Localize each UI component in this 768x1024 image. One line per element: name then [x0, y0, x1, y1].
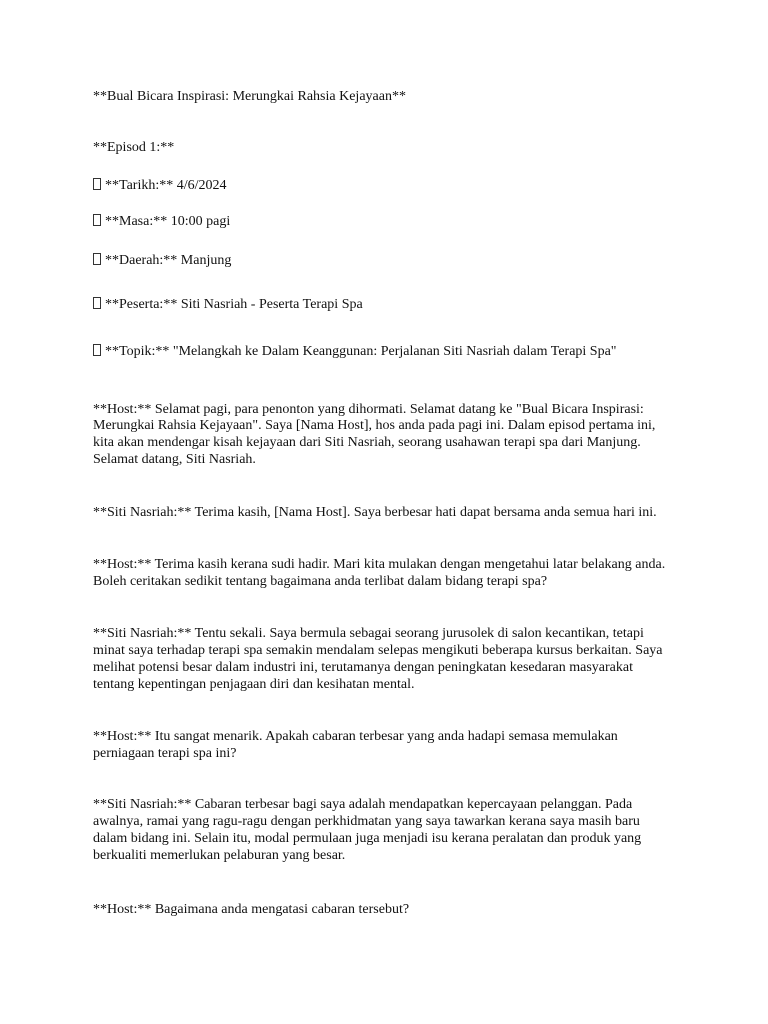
- meta-guest-text: **Peserta:** Siti Nasriah - Peserta Terapi Spa: [105, 297, 363, 312]
- dialogue-host-1-line-4: Selamat datang, Siti Nasriah.: [93, 452, 256, 467]
- dialogue-guest-1-line-1: **Siti Nasriah:** Terima kasih, [Nama Host]. Saya berbesar hati dapat bersama anda semua hari ini.: [93, 505, 657, 520]
- missing-glyph-icon: [93, 344, 101, 356]
- missing-glyph-icon: [93, 214, 101, 226]
- meta-time: [93, 214, 683, 230]
- meta-area: [93, 253, 683, 269]
- meta-time-text: **Masa:** 10:00 pagi: [105, 214, 231, 229]
- dialogue-host-1-line-3: kita akan mendengar kisah kejayaan dari Siti Nasriah, seorang usahawan terapi spa dari Manjung.: [93, 435, 641, 450]
- dialogue-host-2-line-1: **Host:** Terima kasih kerana sudi hadir. Mari kita mulakan dengan mengetahui latar belakang anda.: [93, 557, 666, 572]
- dialogue-guest-2-line-4: tentang kepentingan penjagaan diri dan kesihatan mental.: [93, 677, 415, 692]
- meta-date-text: **Tarikh:** 4/6/2024: [105, 178, 227, 193]
- dialogue-host-3-line-2: perniagaan terapi spa ini?: [93, 746, 237, 761]
- meta-area-text: **Daerah:** Manjung: [105, 253, 232, 268]
- meta-topic: [93, 344, 683, 360]
- dialogue-host-2-line-2: Boleh ceritakan sedikit tentang bagaimana anda terlibat dalam bidang terapi spa?: [93, 574, 548, 589]
- dialogue-guest-2-line-1: **Siti Nasriah:** Tentu sekali. Saya bermula sebagai seorang jurusolek di salon kecantikan, tetapi: [93, 626, 644, 641]
- dialogue-guest-3-line-1: **Siti Nasriah:** Cabaran terbesar bagi saya adalah mendapatkan kepercayaan pelanggan. Pada: [93, 797, 633, 812]
- dialogue-host-4-line-1: **Host:** Bagaimana anda mengatasi cabaran tersebut?: [93, 902, 410, 917]
- missing-glyph-icon: [93, 253, 101, 265]
- missing-glyph-icon: [93, 297, 101, 309]
- missing-glyph-icon: [93, 178, 101, 190]
- dialogue-guest-2-line-3: melihat potensi besar dalam industri ini, terutamanya dengan peningkatan kesedaran masyarakat: [93, 660, 633, 675]
- dialogue-guest-3-line-2: awalnya, ramai yang ragu-ragu dengan perkhidmatan yang saya tawarkan kerana saya masih baru: [93, 814, 640, 829]
- episode-heading: **Episod 1:**: [93, 140, 175, 155]
- document-title: **Bual Bicara Inspirasi: Merungkai Rahsia Kejayaan**: [93, 89, 406, 104]
- dialogue-guest-3-line-3: dalam bidang ini. Selain itu, modal permulaan juga menjadi isu kerana peralatan dan produk yang: [93, 831, 642, 846]
- dialogue-guest-2-line-2: minat saya terhadap terapi spa semakin mendalam selepas mengikuti beberapa kursus berkaitan. Saya: [93, 643, 663, 658]
- meta-topic-text: **Topik:** "Melangkah ke Dalam Keanggunan: Perjalanan Siti Nasriah dalam Terapi Spa": [105, 344, 617, 359]
- dialogue-host-1-line-2: Merungkai Rahsia Kejayaan". Saya [Nama Host], hos anda pada pagi ini. Dalam episod pertama ini,: [93, 418, 656, 433]
- meta-guest: [93, 297, 683, 313]
- dialogue-host-3-line-1: **Host:** Itu sangat menarik. Apakah cabaran terbesar yang anda hadapi semasa memulakan: [93, 729, 618, 744]
- dialogue-host-1-line-1: **Host:** Selamat pagi, para penonton yang dihormati. Selamat datang ke "Bual Bicara Inspirasi:: [93, 402, 644, 417]
- meta-date: [93, 178, 683, 194]
- dialogue-guest-3-line-4: berkualiti memerlukan pelaburan yang besar.: [93, 848, 346, 863]
